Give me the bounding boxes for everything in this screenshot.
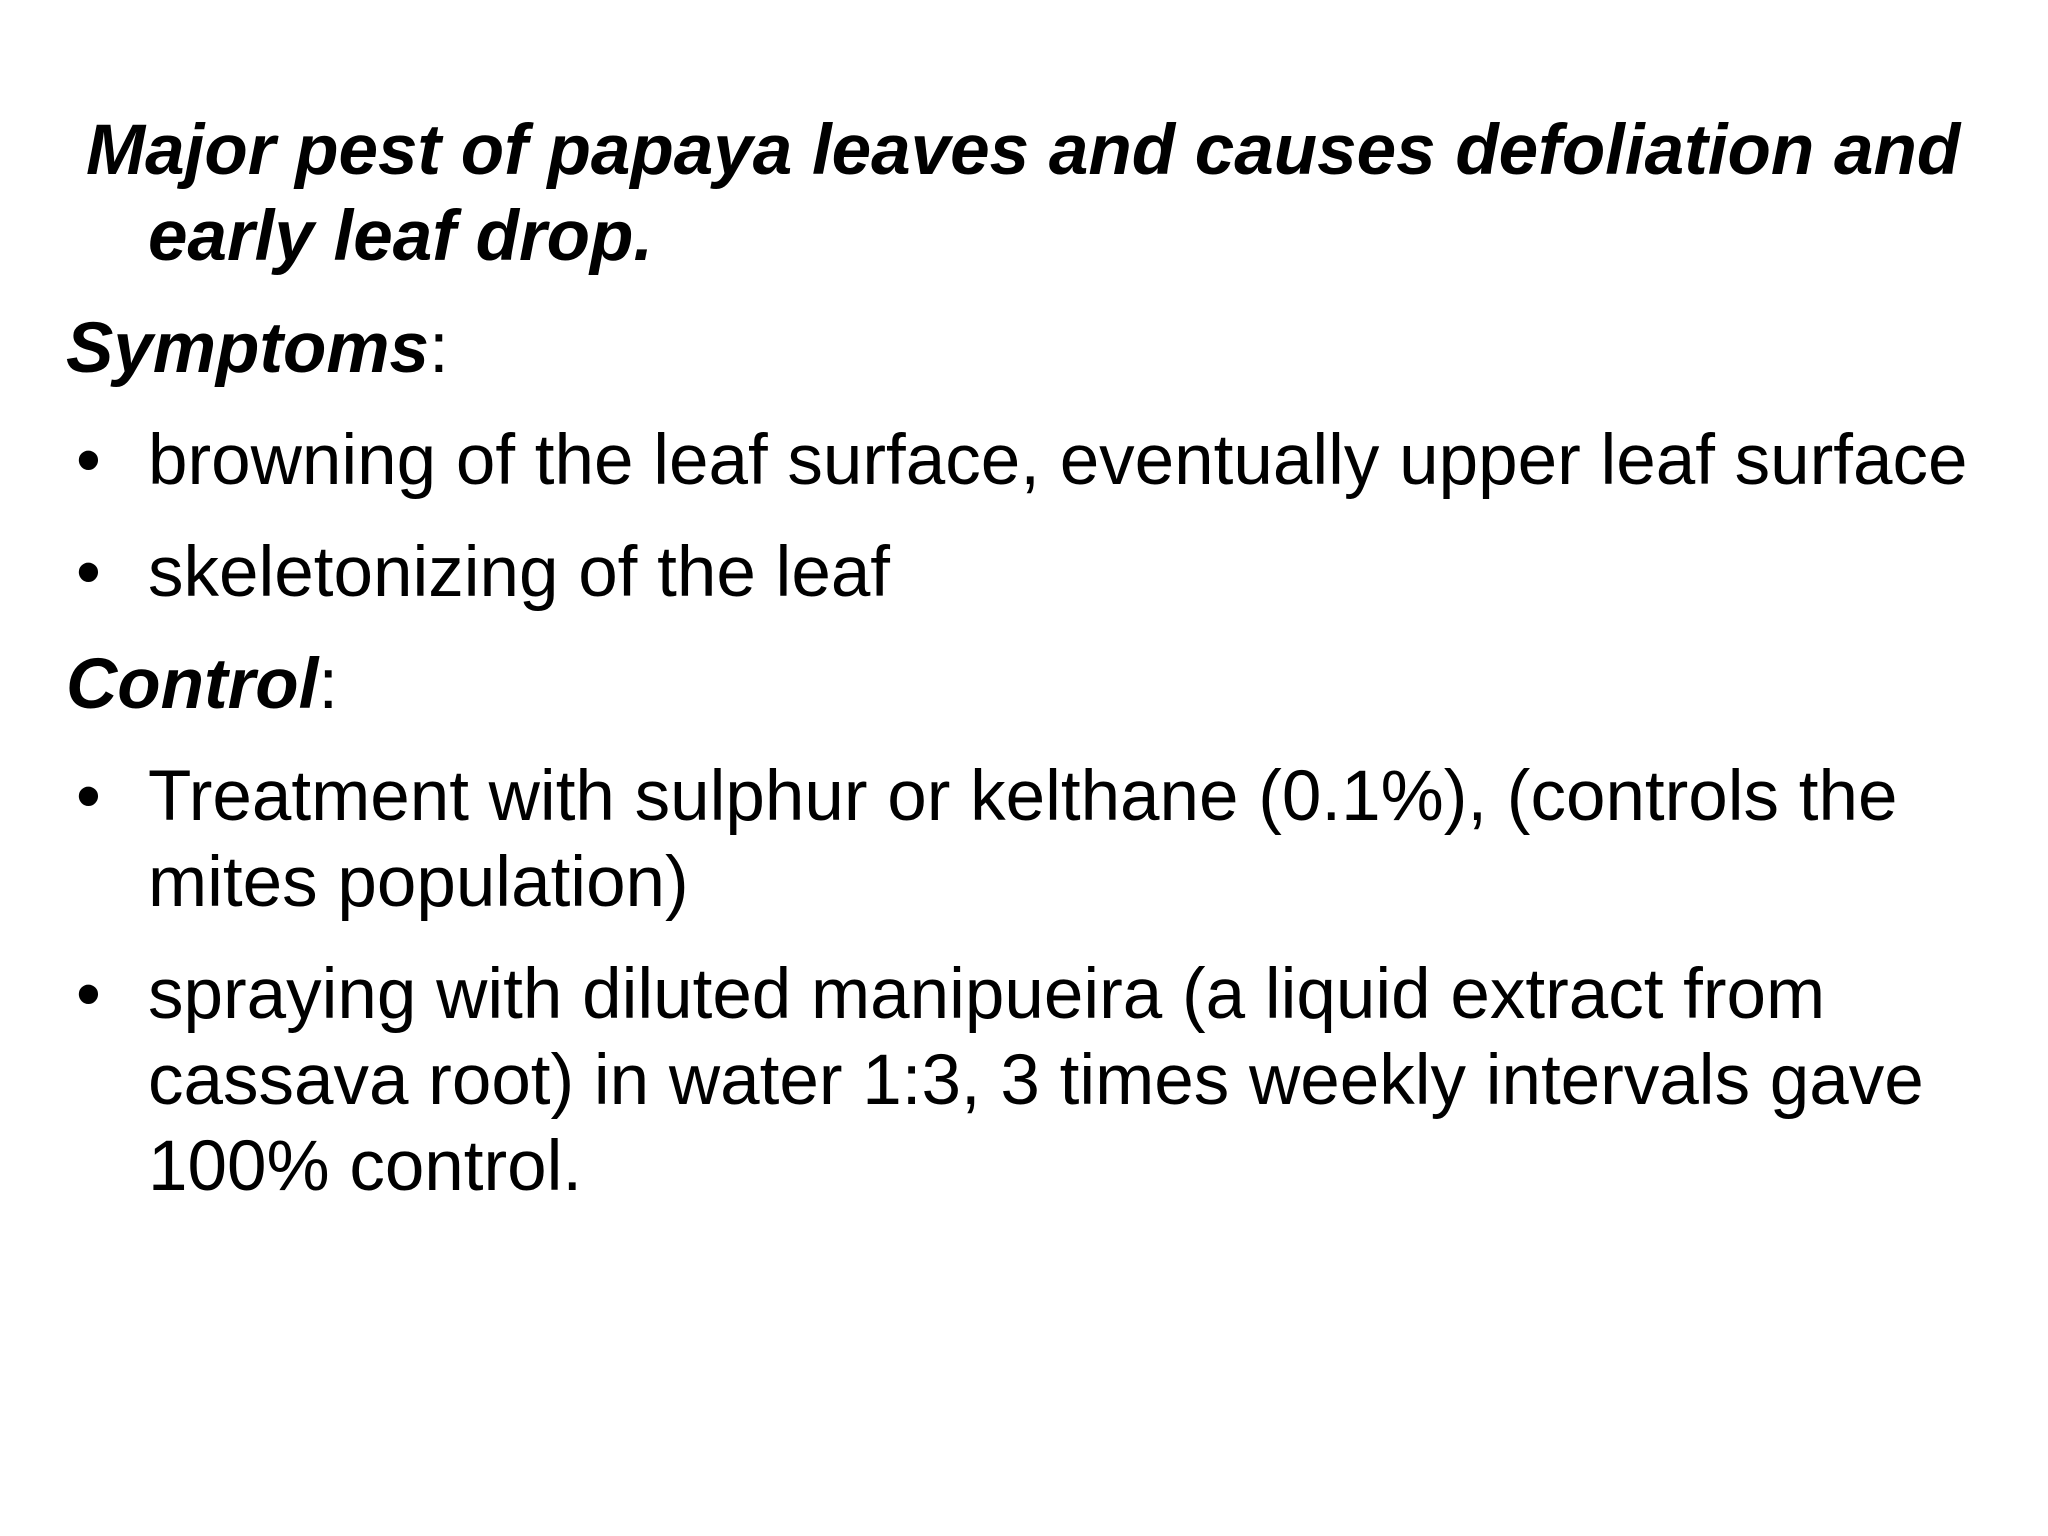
symptoms-list bbox=[66, 418, 2006, 616]
bullet-icon: • bbox=[76, 757, 101, 836]
slide-content bbox=[66, 108, 2006, 1236]
symptoms-heading-label: Symptoms bbox=[66, 309, 429, 388]
list-item bbox=[66, 952, 2006, 1210]
list-item bbox=[66, 530, 2006, 616]
control-heading bbox=[66, 642, 2006, 728]
control-heading-colon: : bbox=[318, 645, 339, 724]
bullet-icon: • bbox=[76, 955, 101, 1034]
symptoms-heading-colon: : bbox=[428, 309, 449, 388]
bullet-icon: • bbox=[76, 421, 101, 500]
bullet-icon: • bbox=[76, 533, 101, 612]
control-text: Treatment with sulphur or kelthane (0.1%), (controls the mites population) bbox=[148, 757, 1898, 922]
symptom-text: skeletonizing of the leaf bbox=[148, 533, 891, 612]
symptoms-heading bbox=[66, 306, 2006, 392]
symptom-text: browning of the leaf surface, eventually upper leaf surface bbox=[148, 421, 1968, 500]
intro-text: Major pest of papaya leaves and causes defoliation and early leaf drop. bbox=[86, 111, 1961, 276]
list-item bbox=[66, 418, 2006, 504]
control-list bbox=[66, 754, 2006, 1210]
control-text: spraying with diluted manipueira (a liquid extract from cassava root) in water 1:3, 3 times weekly intervals gave 100% control. bbox=[148, 955, 1924, 1206]
control-heading-label: Control bbox=[66, 645, 319, 724]
list-item bbox=[66, 754, 2006, 926]
